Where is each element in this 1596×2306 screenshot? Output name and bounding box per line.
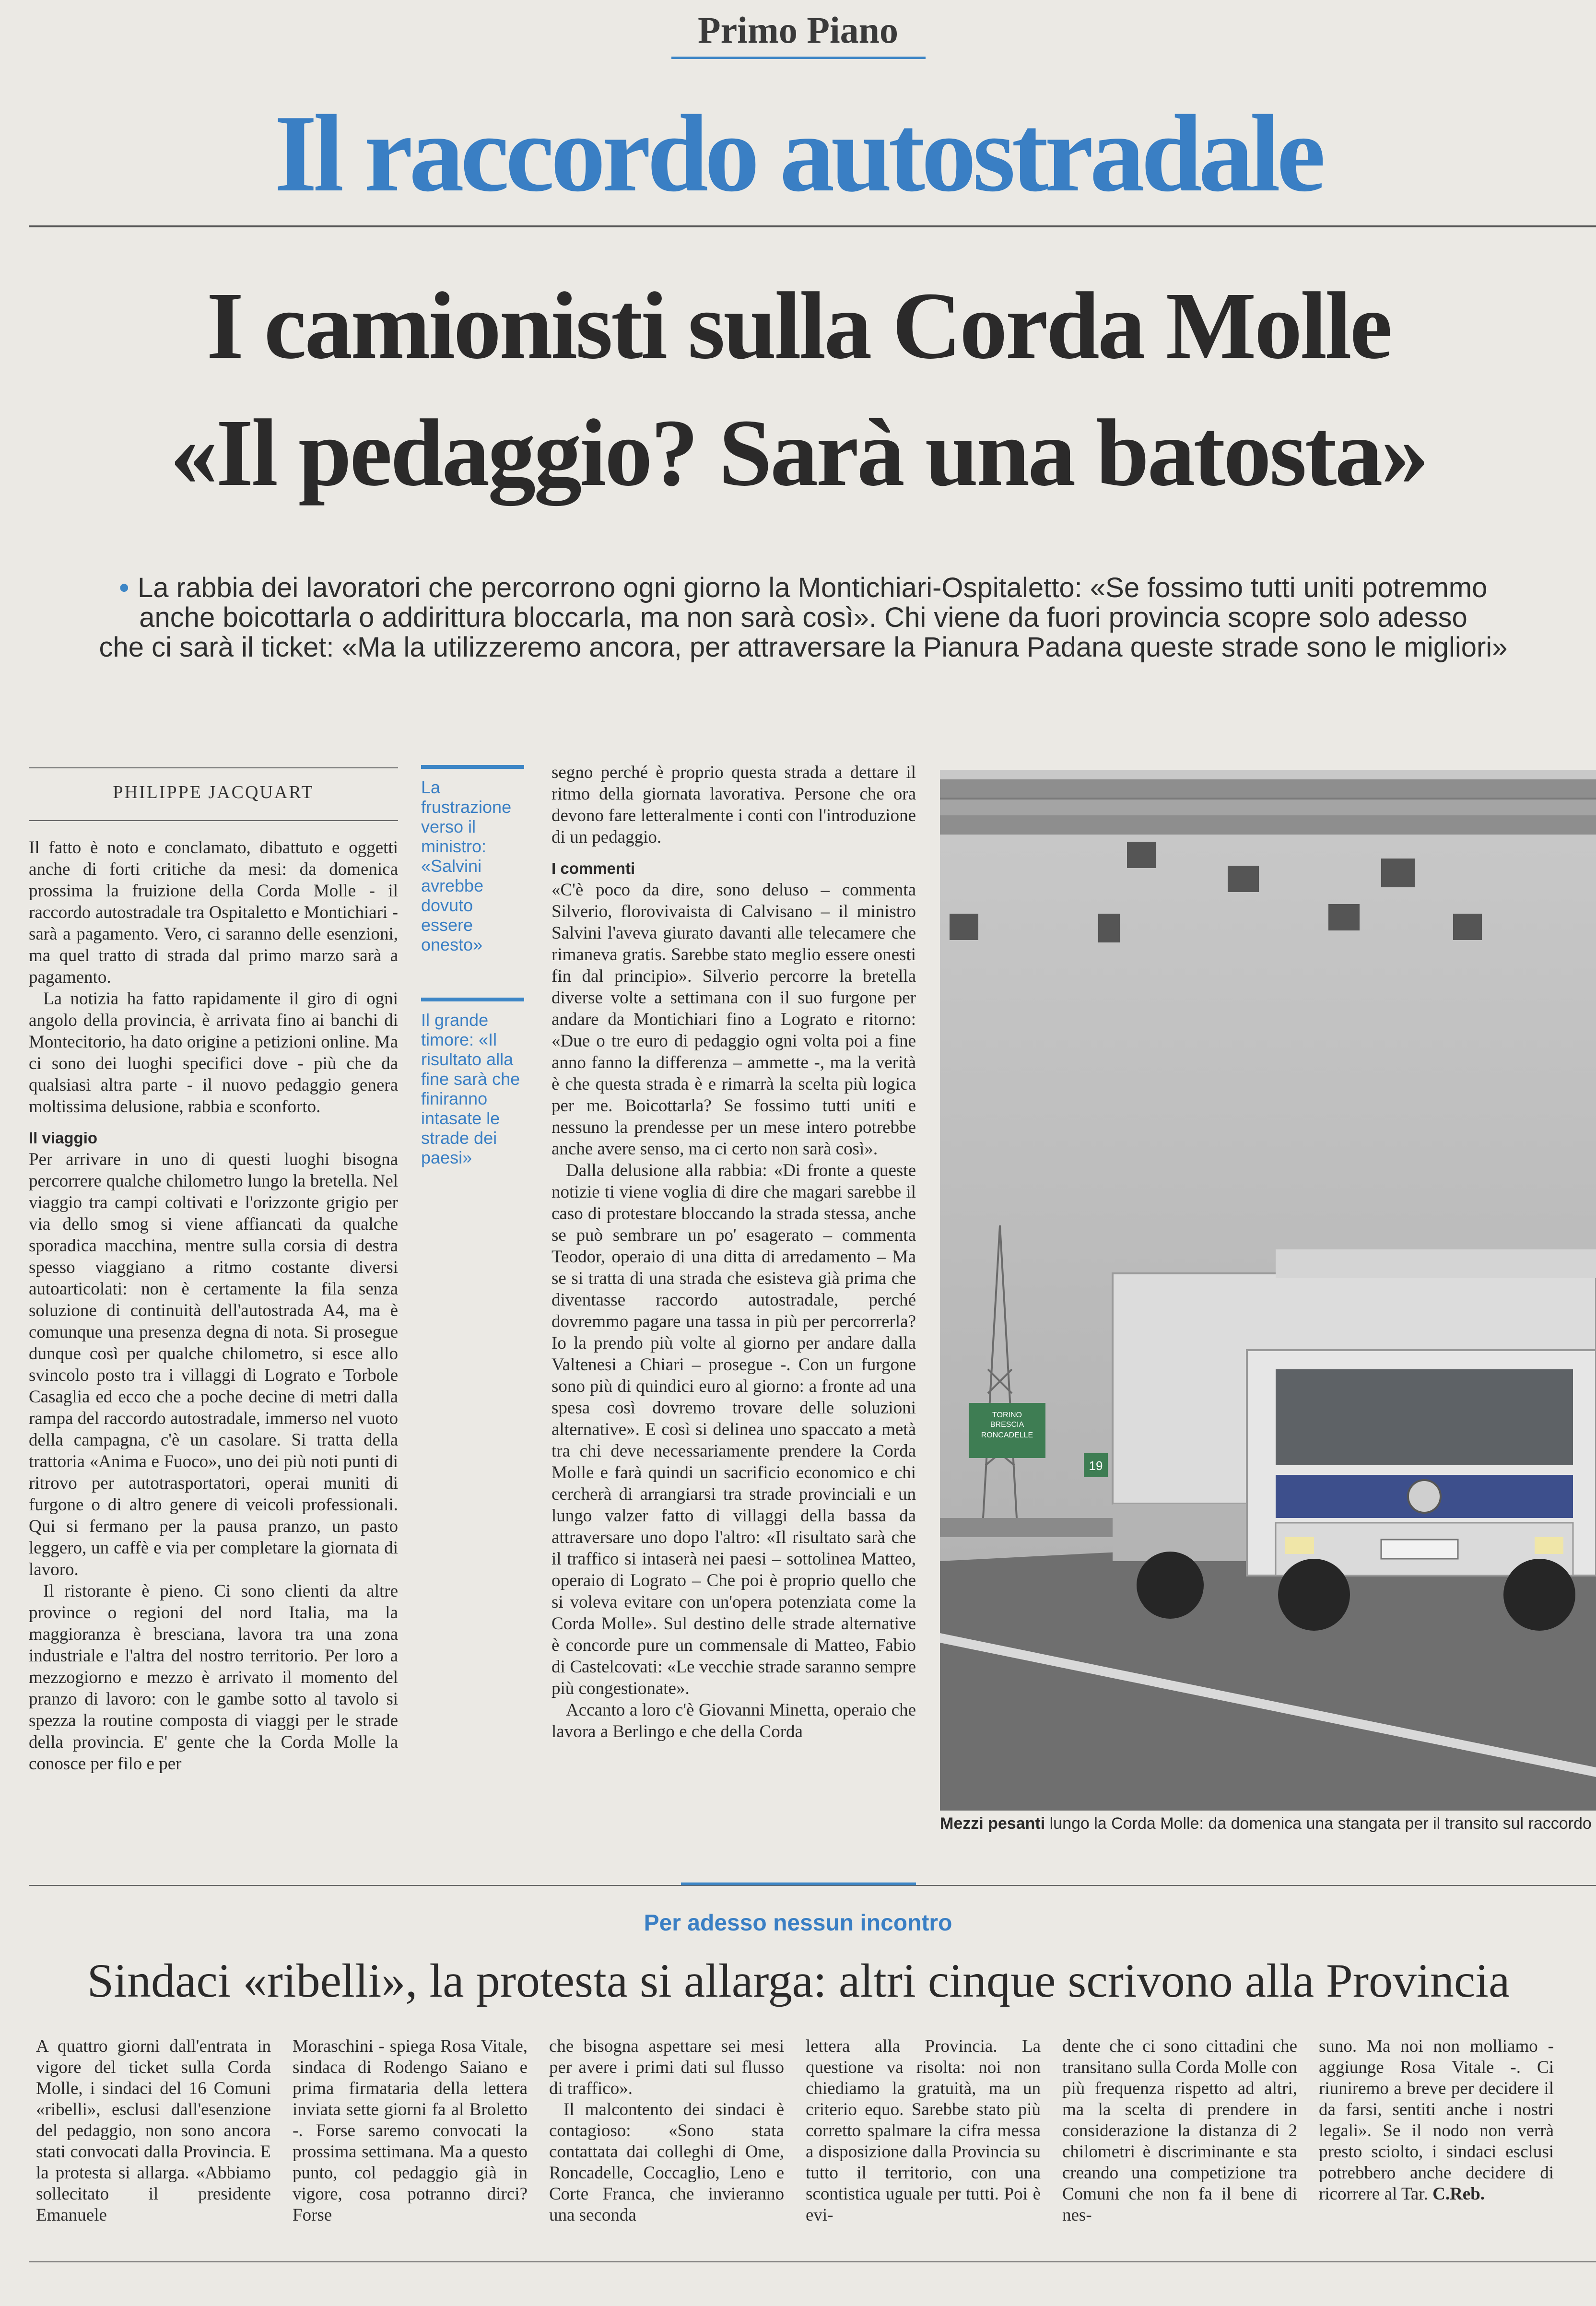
pull-quote-2 [421, 998, 524, 1167]
quote-rule [421, 765, 524, 769]
pull-quote-text: La frustrazione verso il ministro: «Salvini avrebbe dovuto essere onesto» [421, 777, 512, 954]
subheading-commenti: I commenti [552, 859, 635, 877]
summary [46, 573, 1561, 662]
sign-text-2: BRESCIA [990, 1421, 1024, 1429]
box-rule-bottom [29, 2261, 1596, 2262]
pull-quote-1 [421, 765, 524, 954]
caption-text: lungo la Corda Molle: da domenica una stangata per il transito sul raccordo [1045, 1814, 1592, 1833]
byline: PHILIPPE JACQUART [113, 782, 314, 802]
paragraph: La notizia ha fatto rapidamente il giro di ogni angolo della provincia, è arrivata fino ai banchi di Montecitorio, ha dato origine a petizioni online. Ma ci sono dei luoghi specifici dove - più che da qualsiasi altra parte - il nuovo pedaggio genera moltissima delusione, rabbia e sconforto. [29, 989, 398, 1117]
section-divider [671, 57, 926, 59]
article-column-1 [29, 837, 398, 1775]
paragraph: Dalla delusione alla rabbia: «Di fronte a queste notizie ti viene voglia di dire che magari sarebbe il caso di protestare bloccando la strada stessa, anche se può sembrare un po' esagerato – commenta Teodor, operaio di una ditta di arredamento – Ma se si tratta di una strada che esisteva già prima che diventasse raccordo autostradale, perché dovremmo pagare una tassa in più per percorrerla? Io la prendo più volte al giorno per andare dalla Valtenesi a Chiari – prosegue -. Con un furgone sono più di quindici euro al giorno: a fronte ad una spesa così dovremo trovare delle soluzioni alternative». E così si delinea uno spaccato a metà tra chi deve necessariamente prendere la Corda Molle e farà quindi un sacrificio economico e chi cercherà di arrangiarsi tra strade provinciali e un lungo valzer fatto di villaggi della bassa da attraversare uno dopo l'altro: «Il risultato sarà che il traffico si intaserà nei paesi – sottolinea Matteo, operaio di Lograto – Che poi è proprio quello che si voleva evitare con un'opera potenziata come la Corda Molle». Sul destino delle strade alternative è concorde pure un commensale di Matteo, Fabio di Castelcovati: «Le vecchie strade saranno sempre più congestionate». [552, 1161, 916, 1698]
sign-number: 19 [1089, 1459, 1103, 1473]
summary-line-2: anche boicottarla o addirittura bloccarla, ma non sarà così». Chi viene da fuori provincia scopre solo adesso [139, 602, 1467, 633]
byline-rule-bottom [29, 820, 398, 821]
paragraph: dente che ci sono cittadini che transitano sulla Corda Molle con più frequenza rispetto ad altri, ma la scelta di prendere in considerazione la distanza di 2 chilometri è discriminante e sta creando una competizione tra Comuni che non fa il bene di nes- [1062, 2036, 1297, 2225]
kicker-title: Il raccordo autostradale [274, 92, 1322, 214]
box-column-5 [1062, 2036, 1297, 2226]
summary-line-3: che ci sarà il ticket: «Ma la utilizzeremo ancora, per attraversare la Pianura Padana queste strade sono le migliori» [99, 632, 1508, 663]
subheading-viaggio: Il viaggio [29, 1129, 98, 1147]
bullet-icon: • [119, 572, 129, 603]
box-tag-rule [681, 1882, 916, 1885]
caption-bold: Mezzi pesanti [940, 1814, 1045, 1833]
paragraph: Il ristorante è pieno. Ci sono clienti da altre province o regioni del nord Italia, ma la maggioranza è bresciana, lavora tra una zona industriale e l'altra del nostro territorio. Per loro a mezzogiorno e mezzo è arrivato il momento del pranzo di lavoro: con le gambe sotto al tavolo si spezza la routine composta di viaggi per le strade della provincia. E' gente che la Corda Molle la conosce per filo e per [29, 1581, 398, 1774]
paragraph: lettera alla Provincia. La questione va risolta: noi non chiediamo la gratuità, ma un criterio equo. Sarebbe stato più corretto spalmare la cifra messa a disposizione dalla Provincia su tutto il territorio, con una scontistica uguale per tutti. Poi è evi- [806, 2036, 1041, 2225]
paragraph: «C'è poco da dire, sono deluso – commenta Silverio, florovivaista di Calvisano – il ministro Salvini l'aveva giurato davanti alle telecamere che rimaneva gratis. Sarebbe stato meglio essere onesti fin dal principio». Silverio percorre la bretella diverse volte a settimana con il suo furgone per andare da Montichiari fino a Lograto e ritorno: «Due o tre euro di pedaggio ogni volta poi a fine anno fanno la differenza – ammette -, ma la verità è che questa strada è e rimarrà la scelta più logica per me. Boicottarla? Se fossimo tutti uniti e nessuno la prendesse per un mese intero potrebbe anche avere senso, ma ci certo non sarà così». [552, 880, 916, 1159]
signature: C.Reb. [1432, 2184, 1485, 2204]
paragraph [1319, 2036, 1554, 2205]
header-rule [29, 225, 1596, 227]
byline-rule-top [29, 767, 398, 768]
section-label: Primo Piano [697, 9, 899, 51]
box-column-2 [293, 2036, 528, 2226]
paragraph: Il fatto è noto e conclamato, dibattuto e oggetti anche di forti critiche da mesi: da domenica prossima la fruizione della Corda Molle - il raccordo autostradale tra Ospitaletto e Montichiari - sarà a pagamento. Vero, ci saranno delle esenzioni, ma quel tratto di strada dal primo marzo sarà a pagamento. [29, 838, 398, 987]
paragraph: Moraschini - spiega Rosa Vitale, sindaca di Rodengo Saiano e prima firmataria della lettera inviata sette giorni fa al Broletto -. Forse saremo convocati la prossima settimana. Ma a questo punto, col pedaggio già in vigore, cosa potranno dirci? Forse [293, 2036, 528, 2225]
sign-text-1: TORINO [992, 1411, 1022, 1419]
paragraph: Per arrivare in uno di questi luoghi bisogna percorrere qualche chilometro lungo la bretella. Nel viaggio tra campi coltivati e l'orizzonte grigio per via dello smog si viene affiancati da qualche sporadica macchina, mentre sulla corsia di destra spesso viaggiano a ritmo costante diversi autoarticolati: non è certamente la fila senza soluzione di continuità dell'autostrada A4, ma è comunque una presenza degna di nota. Si prosegue dunque così per qualche chilometro, si esce allo svincolo posto tra i villaggi di Lograto e Torbole Casaglia ed ecco che a poche decine di metri dalla rampa del raccordo autostradale, immerso nel vuoto della campagna, c'è un casolare. Si tratta della trattoria «Anima e Fuoco», uno dei più noti punti di ritrovo per autotrasportatori, operai muniti di furgone o di altro genere di veicoli professionali. Qui si fermano per la pausa pranzo, un pasto leggero, un caffè e via per completare la giornata di lavoro. [29, 1150, 398, 1579]
paragraph: Accanto a loro c'è Giovanni Minetta, operaio che lavora a Berlingo e che della Corda [552, 1700, 916, 1741]
box-column-6 [1319, 2036, 1554, 2205]
paragraph: che bisogna aspettare sei mesi per avere i primi dati sul flusso di traffico». [549, 2036, 784, 2098]
box-kicker: Per adesso nessun incontro [644, 1910, 952, 1936]
paragraph-text: suno. Ma noi non molliamo - aggiunge Rosa Vitale -. Ci riuniremo a breve per decidere il da farsi, sentiti anche i nostri legali». Se il nodo non verrà presto sciolto, i sindaci esclusi potrebbero anche decidere di ricorrere al Tar. [1319, 2036, 1554, 2204]
photo-caption [940, 1813, 1596, 1834]
box-column-4 [806, 2036, 1041, 2226]
headline-line-1: I camionisti sulla Corda Molle [206, 273, 1391, 379]
article-column-2 [552, 762, 916, 1742]
box-column-3 [549, 2036, 784, 2226]
sign-text-3: RONCADELLE [981, 1431, 1033, 1439]
box-headline: Sindaci «ribelli», la protesta si allarga: altri cinque scrivono alla Provincia [87, 1954, 1510, 2007]
truck-photo [940, 770, 1596, 1811]
summary-line-1: La rabbia dei lavoratori che percorrono ogni giorno la Montichiari-Ospitaletto: «Se fossimo tutti uniti potremmo [137, 572, 1488, 603]
box-column-1 [36, 2036, 271, 2226]
paragraph: segno perché è proprio questa strada a dettare il ritmo della giornata lavorativa. Persone che ora devono fare letteralmente i conti con l'introduzione di un pedaggio. [552, 763, 916, 847]
paragraph: Il malcontento dei sindaci è contagioso: «Sono stata contattata dai colleghi di Ome, Roncadelle, Coccaglio, Leno e Corte Franca, che invieranno una seconda [549, 2100, 784, 2225]
paragraph: A quattro giorni dall'entrata in vigore del ticket sulla Corda Molle, i sindaci del 16 Comuni «ribelli», esclusi dall'esenzione del pedaggio, non sono ancora stati convocati dalla Provincia. E la protesta si allarga. «Abbiamo sollecitato il presidente Emanuele [36, 2036, 271, 2225]
headline-line-2: «Il pedaggio? Sarà una batosta» [170, 400, 1427, 506]
quote-rule [421, 998, 524, 1001]
truck-illustration [940, 770, 1596, 1811]
pull-quote-text: Il grande timore: «Il risultato alla fine sarà che finiranno intasate le strade dei paesi» [421, 1010, 520, 1167]
